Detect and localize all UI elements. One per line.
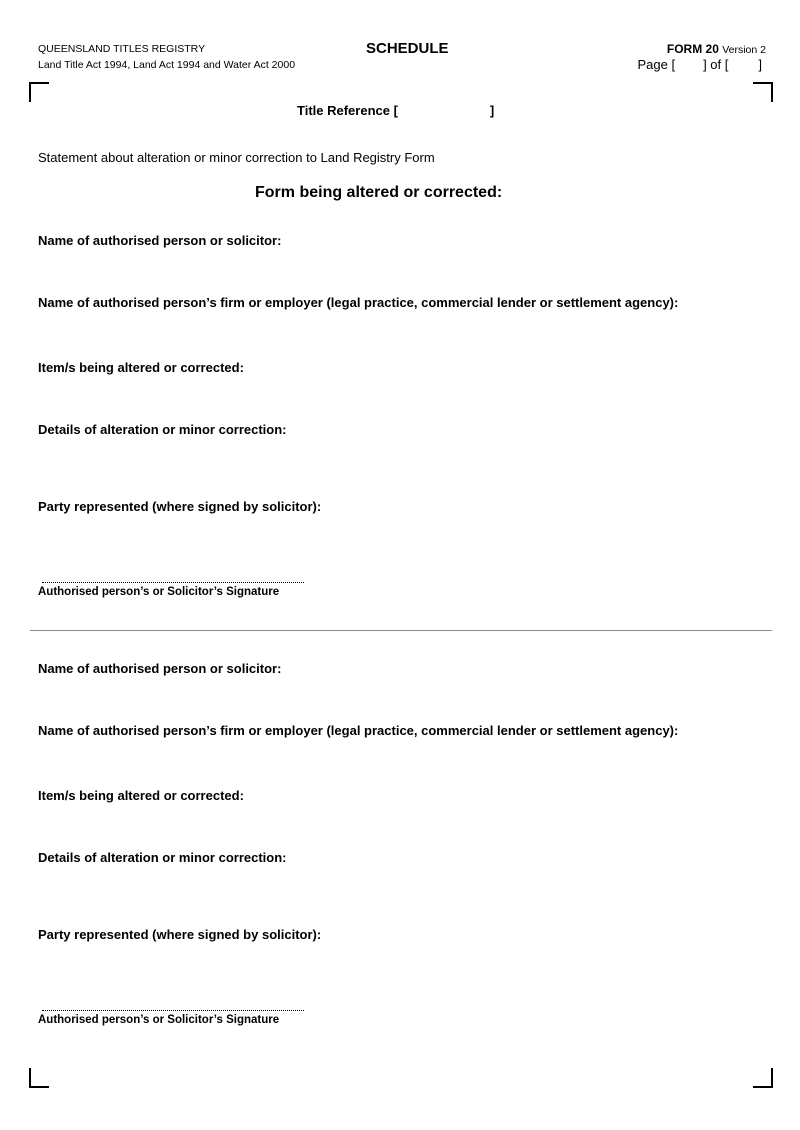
section-2-name-label: Name of authorised person or solicitor: <box>38 661 282 676</box>
section-1-details-label: Details of alteration or minor correction: <box>38 422 287 437</box>
page-title: SCHEDULE <box>366 40 449 57</box>
page-counter <box>637 57 762 72</box>
form-heading: Form being altered or corrected: <box>255 184 503 201</box>
section-2-firm-label: Name of authorised person’s firm or employer (legal practice, commercial lender or settlement agency): <box>38 723 679 738</box>
section-1-firm-label: Name of authorised person’s firm or employer (legal practice, commercial lender or settlement agency): <box>38 295 679 310</box>
corner-mark-top-left <box>29 82 49 102</box>
form-id <box>667 42 766 56</box>
section-2-details-label: Details of alteration or minor correction: <box>38 850 287 865</box>
governing-acts: Land Title Act 1994, Land Act 1994 and Water Act 2000 <box>38 59 296 71</box>
form-number: FORM 20 <box>666 42 719 56</box>
corner-mark-bottom-left <box>29 1068 49 1088</box>
title-reference-label: Title Reference [ <box>297 103 398 118</box>
section-divider <box>30 630 772 631</box>
of-label: ] of [ <box>703 57 729 72</box>
page-close-bracket: ] <box>758 57 762 72</box>
corner-mark-top-right <box>753 82 773 102</box>
section-2-party-label: Party represented (where signed by solicitor): <box>38 927 322 942</box>
section-2-items-label: Item/s being altered or corrected: <box>38 788 244 803</box>
section-1-party-label: Party represented (where signed by solicitor): <box>38 499 322 514</box>
statement-text: Statement about alteration or minor correction to Land Registry Form <box>38 150 435 165</box>
section-2-signature-label: Authorised person’s or Solicitor’s Signature <box>38 1014 280 1026</box>
section-1-name-label: Name of authorised person or solicitor: <box>38 233 282 248</box>
form-version: Version 2 <box>722 44 766 56</box>
section-1-items-label: Item/s being altered or corrected: <box>38 360 244 375</box>
title-reference <box>297 103 494 118</box>
section-1-signature-label: Authorised person’s or Solicitor’s Signature <box>38 586 280 598</box>
section-1-signature-line[interactable] <box>42 582 304 583</box>
section-2-signature-line[interactable] <box>42 1010 304 1011</box>
page-label: Page [ <box>637 57 676 72</box>
title-reference-close: ] <box>489 103 495 118</box>
registry-name: QUEENSLAND TITLES REGISTRY <box>38 43 206 55</box>
corner-mark-bottom-right <box>753 1068 773 1088</box>
